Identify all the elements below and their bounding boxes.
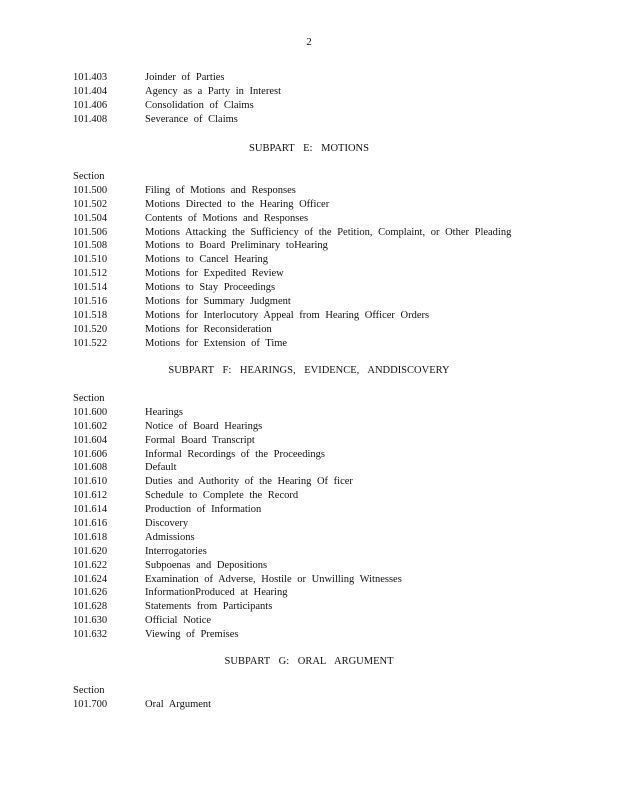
list-item	[73, 253, 553, 267]
section-number: 101.604	[73, 434, 108, 446]
section-title: Schedule to Complete the Record	[145, 490, 299, 502]
section-number: 101.630	[73, 615, 108, 627]
section-number: 101.512	[73, 268, 108, 280]
list-item	[73, 267, 553, 281]
subpart-g-heading: SUBPART G: ORAL ARGUMENT	[224, 656, 394, 667]
list-item	[73, 434, 553, 448]
list-item	[73, 184, 553, 198]
section-title: Hearings	[145, 406, 183, 418]
section-title: Joinder of Parties	[145, 72, 225, 83]
list-item	[73, 586, 553, 600]
section-title: Examination of Adverse, Hostile or Unwilling Witnesses	[145, 573, 402, 585]
list-item	[73, 323, 553, 337]
section-number: 101.404	[73, 85, 108, 97]
list-item	[73, 448, 553, 462]
list-item	[73, 517, 553, 531]
list-item	[73, 113, 553, 127]
section-number: 101.608	[73, 462, 108, 474]
list-item	[73, 545, 553, 559]
list-item	[73, 489, 553, 503]
section-number: 101.612	[73, 490, 108, 502]
list-item	[73, 85, 553, 99]
section-title: Motions for Summary Judgment	[145, 296, 291, 308]
list-item	[73, 559, 553, 573]
section-number: 101.510	[73, 254, 108, 266]
section-title: Agency as a Party in Interest	[145, 85, 282, 97]
section-number: 101.522	[73, 337, 108, 349]
section-title: InformationProduced at Hearing	[145, 587, 288, 599]
section-label: Section	[73, 685, 105, 696]
subpart-e-block	[73, 170, 553, 351]
list-item	[73, 281, 553, 295]
section-title: Filing of Motions and Responses	[145, 184, 296, 196]
list-item	[73, 198, 553, 212]
page-number: 2	[306, 36, 312, 48]
section-number: 101.606	[73, 448, 108, 460]
list-item	[73, 420, 553, 434]
list-item	[73, 614, 553, 628]
section-title: Severance of Claims	[145, 113, 238, 125]
list-item	[73, 406, 553, 420]
section-title: Motions for Extension of Time	[145, 337, 288, 349]
list-item	[73, 628, 553, 642]
section-title: Informal Recordings of the Proceedings	[145, 448, 325, 460]
section-number: 101.618	[73, 531, 108, 543]
section-number: 101.614	[73, 504, 108, 516]
list-item	[73, 461, 553, 475]
section-title: Admissions	[145, 531, 195, 543]
section-number: 101.504	[73, 212, 108, 224]
section-title: Statements from Participants	[145, 601, 273, 613]
section-number: 101.514	[73, 282, 108, 294]
section-number: 101.406	[73, 99, 108, 111]
list-item	[73, 503, 553, 517]
list-item	[73, 212, 553, 226]
section-number: 101.508	[73, 240, 108, 252]
section-title: Motions for Reconsideration	[145, 323, 272, 335]
section-label: Section	[73, 393, 105, 404]
section-number: 101.408	[73, 113, 108, 125]
section-title: Motions for Interlocutory Appeal from Hearing Officer Orders	[145, 309, 430, 321]
section-title: Default	[145, 462, 177, 474]
subpart-f-heading: SUBPART F: HEARINGS, EVIDENCE, ANDDISCOVERY	[168, 365, 450, 376]
section-title: Viewing of Premises	[145, 629, 239, 641]
section-number: 101.616	[73, 518, 108, 530]
section-number: 101.700	[73, 698, 108, 710]
section-title: Official Notice	[145, 615, 212, 627]
section-number: 101.628	[73, 601, 108, 613]
list-item	[73, 71, 553, 85]
list-item	[73, 226, 553, 240]
list-item	[73, 295, 553, 309]
list-item	[73, 531, 553, 545]
section-number: 101.520	[73, 323, 108, 335]
section-number: 101.610	[73, 476, 108, 488]
section-title: Oral Argument	[145, 698, 212, 710]
section-title: Duties and Authority of the Hearing Of ficer	[145, 476, 353, 488]
section-label: Section	[73, 171, 105, 182]
section-title: Motions to Stay Proceedings	[145, 282, 276, 294]
section-number: 101.602	[73, 420, 108, 432]
section-title: Interrogatories	[145, 545, 207, 557]
section-title: Motions to Cancel Hearing	[145, 254, 269, 266]
list-item	[73, 698, 553, 712]
top-section-list	[73, 71, 553, 127]
subpart-f-block	[73, 392, 553, 642]
section-number: 101.632	[73, 629, 108, 641]
section-number: 101.500	[73, 184, 108, 196]
section-title: Consolidation of Claims	[145, 99, 254, 111]
list-item	[73, 600, 553, 614]
section-number: 101.506	[73, 226, 108, 238]
list-item	[73, 337, 553, 351]
section-title: Motions Attacking the Sufficiency of the Petition, Complaint, or Other Pleading	[145, 226, 512, 238]
section-title: Production of Information	[145, 504, 262, 516]
subpart-g-list	[73, 698, 553, 712]
section-number: 101.624	[73, 573, 108, 585]
section-title: Contents of Motions and Responses	[145, 212, 309, 224]
section-number: 101.518	[73, 309, 108, 321]
subpart-e-list	[73, 184, 553, 351]
subpart-f-list	[73, 406, 553, 642]
section-title: Motions Directed to the Hearing Officer	[145, 198, 330, 210]
section-title: Motions to Board Preliminary toHearing	[145, 240, 328, 252]
subpart-g-block	[73, 684, 553, 712]
list-item	[73, 239, 553, 253]
list-item	[73, 475, 553, 489]
section-number: 101.626	[73, 587, 108, 599]
section-title: Discovery	[145, 518, 189, 530]
subpart-e-heading: SUBPART E: MOTIONS	[249, 143, 369, 154]
list-item	[73, 309, 553, 323]
list-item	[73, 99, 553, 113]
section-number: 101.403	[73, 72, 108, 83]
section-number: 101.620	[73, 545, 108, 557]
section-title: Notice of Board Hearings	[145, 420, 263, 432]
section-number: 101.516	[73, 296, 108, 308]
section-number: 101.502	[73, 198, 108, 210]
list-item	[73, 573, 553, 587]
section-number: 101.622	[73, 559, 108, 571]
section-title: Formal Board Transcript	[145, 434, 255, 446]
section-title: Subpoenas and Depositions	[145, 559, 268, 571]
section-title: Motions for Expedited Review	[145, 268, 284, 280]
section-number: 101.600	[73, 406, 108, 418]
